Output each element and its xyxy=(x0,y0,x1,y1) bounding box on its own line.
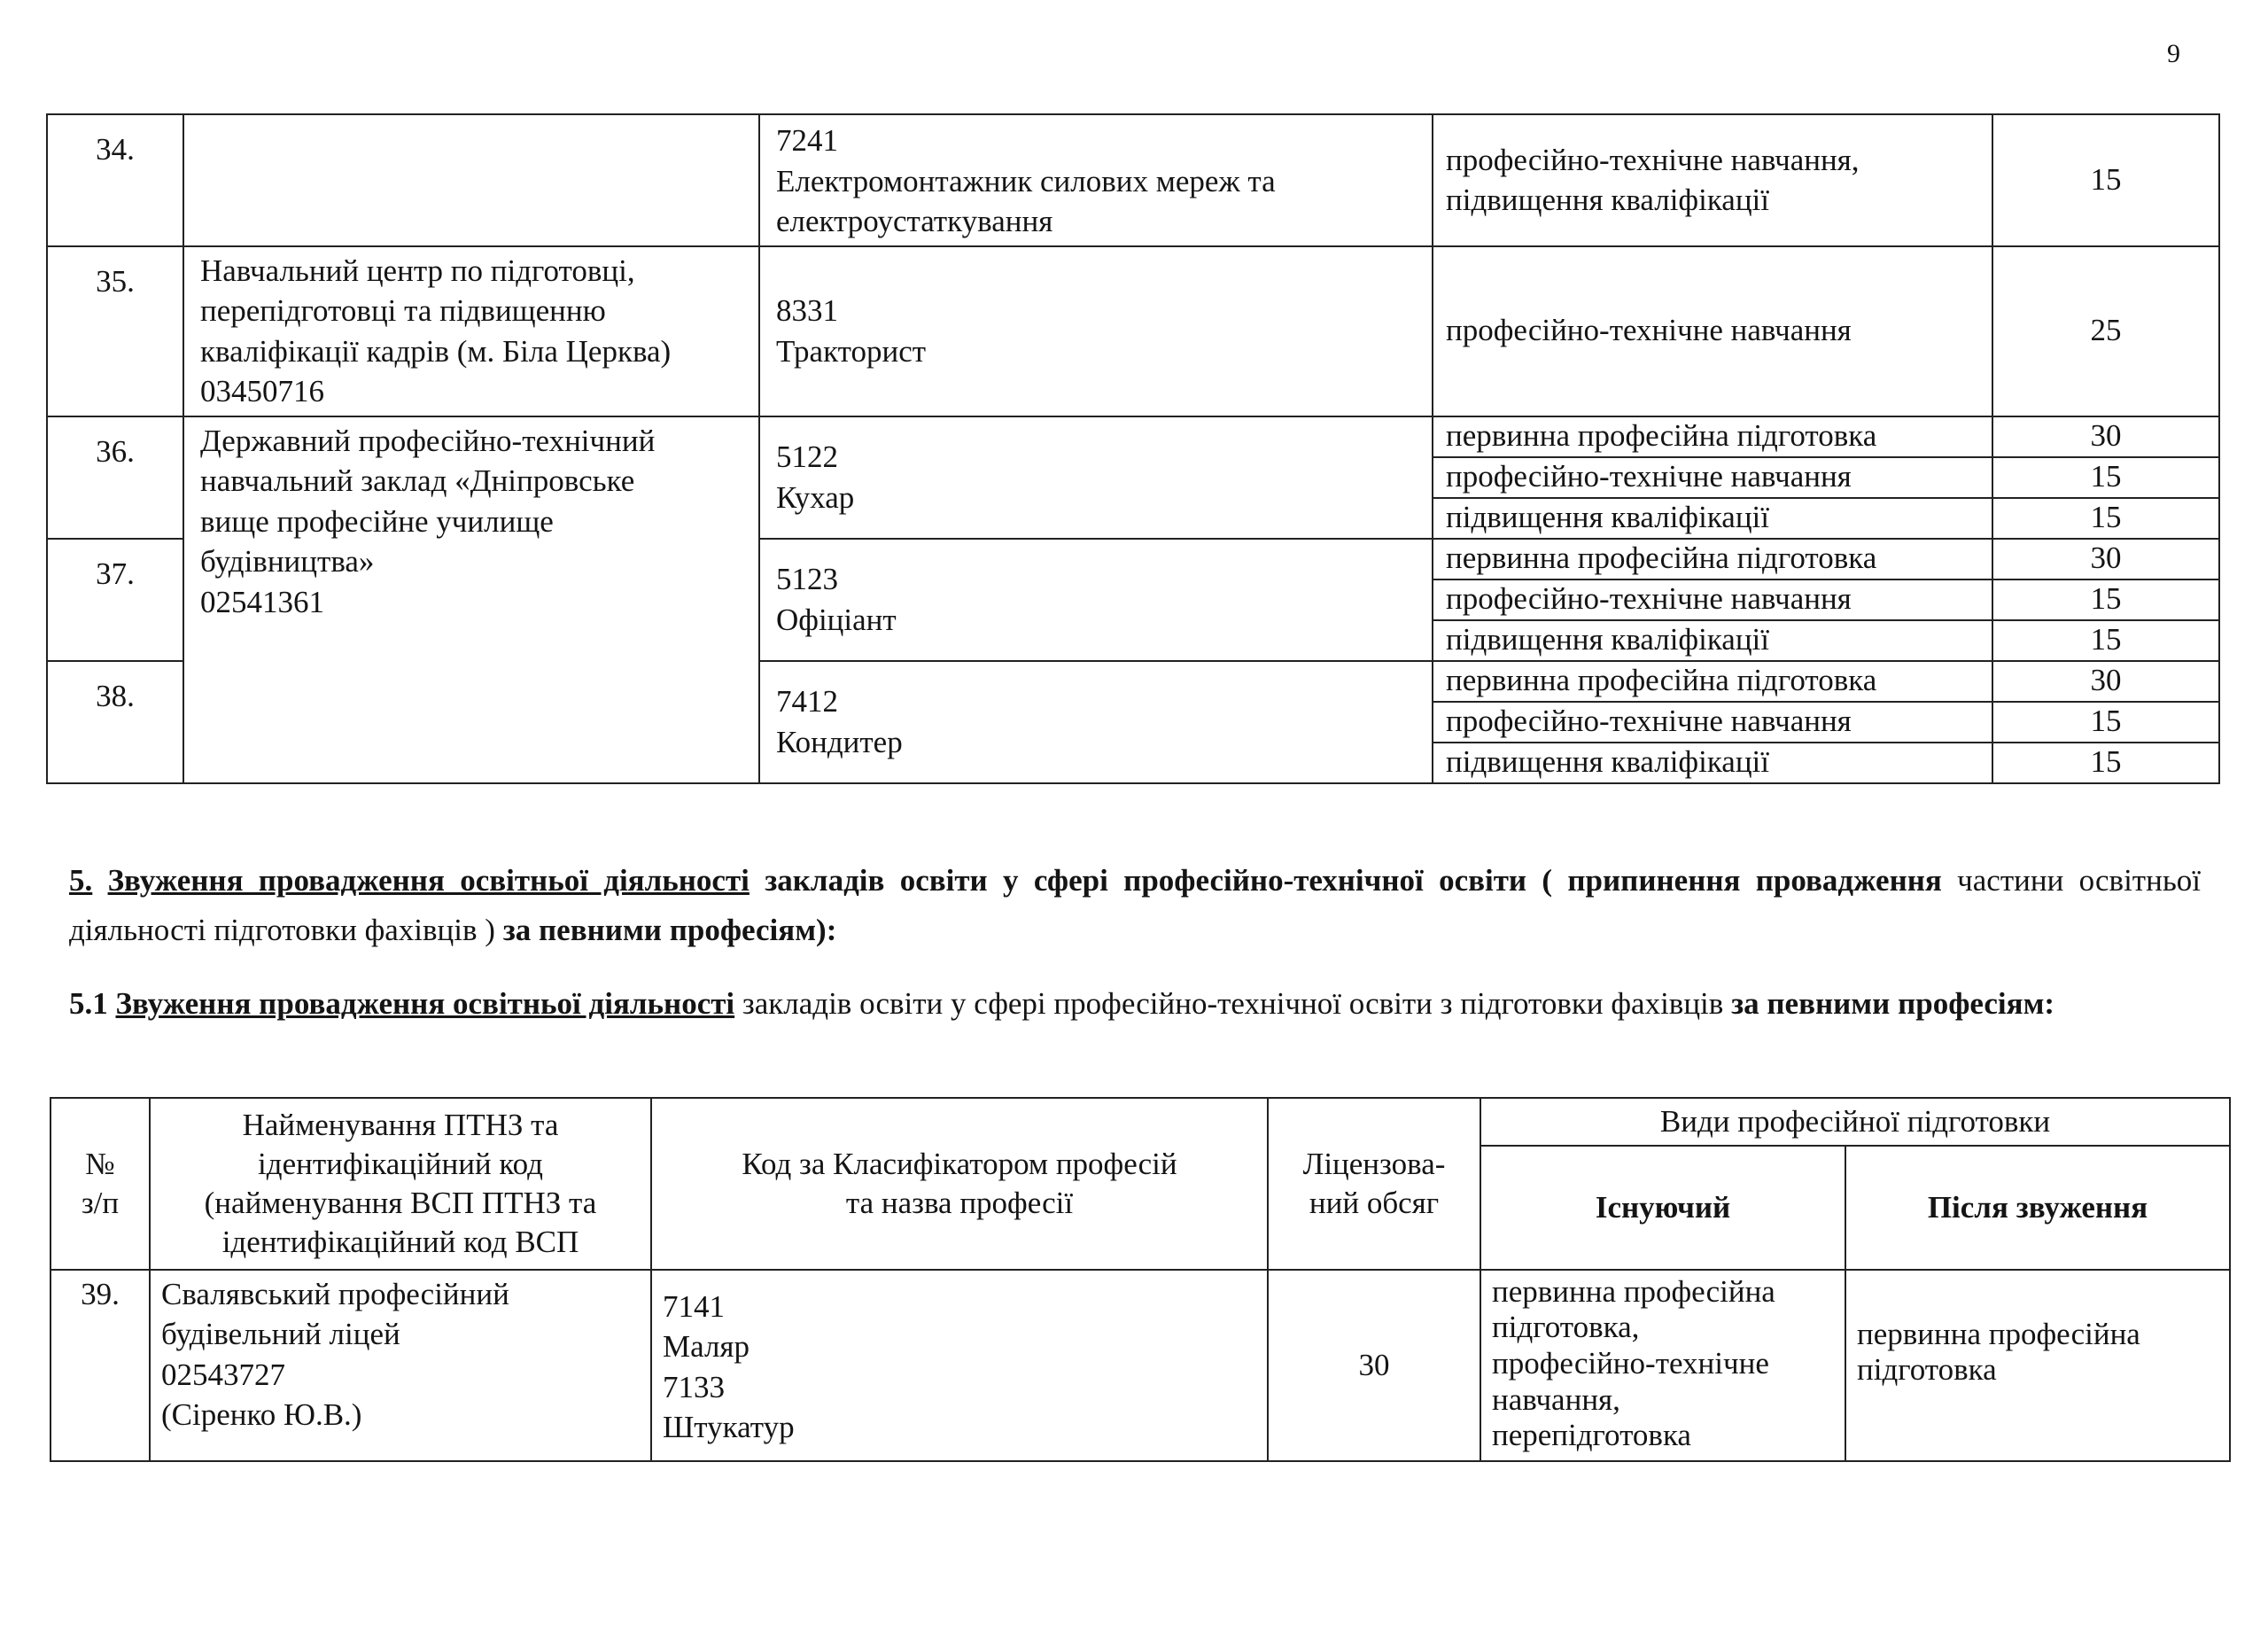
row-number: 35. xyxy=(47,246,183,416)
licensing-table-continued xyxy=(46,113,2220,784)
section-text: частини освітньої діяльності підготовки фахівців ) xyxy=(69,863,2202,947)
profession-cell: 7141 Маляр 7133 Штукатур xyxy=(651,1270,1268,1461)
training-type: професійно-технічне навчання, xyxy=(1446,142,1860,177)
section-number: 5. xyxy=(69,863,93,898)
profession-name: Кухар xyxy=(776,479,855,515)
profession-cell xyxy=(759,539,1433,661)
institution-name: будівництва» xyxy=(200,544,375,579)
profession-name: Офіціант xyxy=(776,602,897,637)
institution-name: Навчальний центр по підготовці, xyxy=(200,253,635,288)
section-title-underlined: Звуження провадження освітньої діяльності xyxy=(115,986,735,1021)
profession-code: 5123 xyxy=(776,562,838,596)
header-institution: Найменування ПТНЗ та ідентифікаційний код (найменування ВСП ПТНЗ та ідентифікаційний код ВСП xyxy=(150,1098,651,1270)
section-5-heading xyxy=(69,856,2201,955)
institution-name: навчальний заклад «Дніпровське xyxy=(200,463,635,498)
header-profession-code: Код за Класифікатором професій та назва професії xyxy=(651,1098,1268,1270)
profession-code: 5122 xyxy=(776,439,838,474)
header-after-narrowing: Після звуження xyxy=(1845,1146,2230,1270)
row-number: 36. xyxy=(47,416,183,539)
volume-cell: 30 xyxy=(1992,539,2219,579)
profession-name: Електромонтажник силових мереж та xyxy=(776,163,1276,198)
training-type-cell: первинна професійна підготовка xyxy=(1433,661,1992,702)
institution-cell xyxy=(183,246,759,416)
header-number: № з/п xyxy=(50,1098,150,1270)
institution-cell xyxy=(183,114,759,246)
training-type-cell: підвищення кваліфікації xyxy=(1433,498,1992,539)
training-type-cell: професійно-технічне навчання xyxy=(1433,246,1992,416)
volume-cell: 30 xyxy=(1992,416,2219,457)
institution-name: вище професійне училище xyxy=(200,503,554,539)
row-number: 39. xyxy=(50,1270,150,1461)
volume-cell: 15 xyxy=(1992,498,2219,539)
row-number: 34. xyxy=(47,114,183,246)
volume-cell: 15 xyxy=(1992,579,2219,620)
profession-cell xyxy=(759,246,1433,416)
training-type-cell: первинна професійна підготовка xyxy=(1433,539,1992,579)
table-header-row xyxy=(50,1098,2230,1146)
table-row xyxy=(50,1270,2230,1461)
row-number: 37. xyxy=(47,539,183,661)
training-type-cell: професійно-технічне навчання xyxy=(1433,702,1992,743)
institution-cell: Свалявський професійний будівельний ліцей 02543727 (Сіренко Ю.В.) xyxy=(150,1270,651,1461)
institution-name: кваліфікації кадрів (м. Біла Церква) xyxy=(200,333,672,369)
training-type-cell xyxy=(1433,114,1992,246)
training-type-cell: професійно-технічне навчання xyxy=(1433,457,1992,498)
institution-name: перепідготовці та підвищенню xyxy=(200,293,606,328)
institution-code: 02541361 xyxy=(200,584,324,619)
institution-name: Державний професійно-технічний xyxy=(200,423,656,458)
training-type-cell: первинна професійна підготовка xyxy=(1433,416,1992,457)
section-title-tail: за певними професіям): xyxy=(502,913,837,947)
profession-code: 7412 xyxy=(776,684,838,719)
header-existing: Існуючий xyxy=(1480,1146,1845,1270)
section-text: закладів освіти у сфері професійно-технічної освіти з підготовки фахівців xyxy=(742,986,1724,1021)
profession-name: електроустаткування xyxy=(776,204,1053,238)
section-title-tail: за певними професіям: xyxy=(1731,986,2055,1021)
volume-cell: 15 xyxy=(1992,114,2219,246)
page-number: 9 xyxy=(2167,39,2180,68)
table-row xyxy=(47,114,2219,246)
profession-name: Тракторист xyxy=(776,333,927,369)
section-title: закладів освіти у сфері професійно-технічної освіти ( припинення провадження xyxy=(765,863,1942,898)
section-title-underlined: Звуження провадження освітньої діяльності xyxy=(107,863,750,898)
narrowing-table xyxy=(50,1097,2231,1462)
volume-cell: 15 xyxy=(1992,743,2219,783)
training-type-cell: професійно-технічне навчання xyxy=(1433,579,1992,620)
institution-cell xyxy=(183,416,759,783)
profession-cell xyxy=(759,114,1433,246)
volume-cell: 15 xyxy=(1992,457,2219,498)
header-licensed-volume: Ліцензова- ний обсяг xyxy=(1268,1098,1480,1270)
volume-cell: 25 xyxy=(1992,246,2219,416)
section-number: 5.1 xyxy=(69,986,108,1021)
section-5-1-heading xyxy=(69,979,2201,1029)
after-narrowing-cell: первинна професійна підготовка xyxy=(1845,1270,2230,1461)
table-row xyxy=(47,246,2219,416)
profession-code: 8331 xyxy=(776,293,838,328)
table-row xyxy=(47,416,2219,457)
volume-cell: 30 xyxy=(1992,661,2219,702)
profession-cell xyxy=(759,416,1433,539)
volume-cell: 15 xyxy=(1992,620,2219,661)
volume-cell: 30 xyxy=(1268,1270,1480,1461)
profession-name: Кондитер xyxy=(776,724,903,759)
training-type-cell: підвищення кваліфікації xyxy=(1433,743,1992,783)
row-number: 38. xyxy=(47,661,183,783)
institution-code: 03450716 xyxy=(200,374,324,408)
existing-types-cell: первинна професійна підготовка, професійно-технічне навчання, перепідготовка xyxy=(1480,1270,1845,1461)
profession-cell xyxy=(759,661,1433,783)
volume-cell: 15 xyxy=(1992,702,2219,743)
header-training-types: Види професійної підготовки xyxy=(1480,1098,2230,1146)
training-type: підвищення кваліфікації xyxy=(1446,183,1770,218)
profession-code: 7241 xyxy=(776,123,838,158)
training-type-cell: підвищення кваліфікації xyxy=(1433,620,1992,661)
